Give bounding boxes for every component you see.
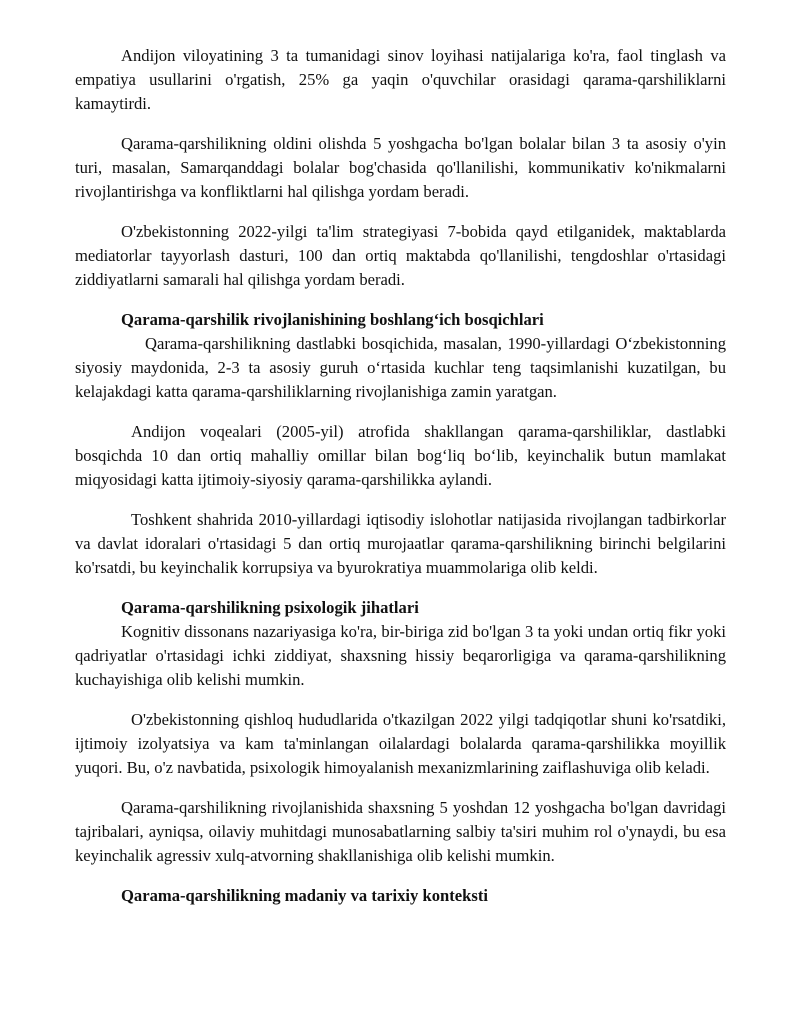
paragraph-tashkent-reforms: Toshkent shahrida 2010-yillardagi iqtisodiy islohotlar natijasida rivojlangan tadbirkorlar va davlat idoralari o'rtasidagi 5 dan ortiq murojaatlar qarama-qarshilikning birinchi belgilarini ko'rsatdi, bu keyinchalik korrupsiya va byurokratiya muammolariga olib keldi.: [75, 510, 726, 577]
paragraph-pilot-results: Andijon viloyatining 3 ta tumanidagi sinov loyihasi natijalariga ko'ra, faol tinglash va empatiya usullarini o'rgatish, 25% ga yaqin o'quvchilar orasidagi qarama-qarshiliklarni kamaytirdi.: [75, 46, 726, 113]
paragraph-1990s-politics: Qarama-qarshilikning dastlabki bosqichida, masalan, 1990-yillardagi O‘zbekistonning siyosiy maydonida, 2-3 ta asosiy guruh o‘rtasida kuchlar teng taqsimlanishi kuzatilgan, bu kelajakdagi katta qarama-qarshiliklarning rivojlanishiga zamin yaratgan.: [75, 334, 726, 401]
paragraph-prevention-games: Qarama-qarshilikning oldini olishda 5 yoshgacha bo'lgan bolalar bilan 3 ta asosiy o'yin turi, masalan, Samarqanddagi bolalar bog'chasida qo'llanilishi, kommunikativ ko'nikmalarni rivojlantirishga va konfliktlarni hal qilishga yordam beradi.: [75, 134, 726, 201]
paragraph-cognitive-dissonance: Kognitiv dissonans nazariyasiga ko'ra, bir-biriga zid bo'lgan 3 ta yoki undan ortiq fikr yoki qadriyatlar o'rtasidagi ichki ziddiyat, shaxsning hissiy beqarorligiga va qarama-qarshilikning kuchayishiga olib kelishi mumkin.: [75, 622, 726, 689]
paragraph-rural-research: O'zbekistonning qishloq hududlarida o'tkazilgan 2022 yilgi tadqiqotlar shuni ko'rsatdiki, ijtimoiy izolyatsiya va kam ta'minlangan oilalardagi bolalarda qarama-qarshilikka moyillik yuqori. Bu, o'z navbatida, psixologik himoyalanish mexanizmlarining zaiflashuviga olib keladi.: [75, 710, 726, 777]
paragraph-childhood-experience: Qarama-qarshilikning rivojlanishida shaxsning 5 yoshdan 12 yoshgacha bo'lgan davridagi tajribalari, ayniqsa, oilaviy muhitdagi munosabatlarning salbiy ta'siri muhim rol o'ynaydi, bu esa keyinchalik agressiv xulq-atvorning shakllanishiga olib kelishi mumkin.: [75, 798, 726, 865]
section-heading-cultural-historical: Qarama-qarshilikning madaniy va tarixiy konteksti: [121, 886, 488, 905]
document-page: [75, 44, 726, 908]
section-heading-psychological: Qarama-qarshilikning psixologik jihatlari: [121, 598, 419, 617]
section-heading-initial-stages: Qarama-qarshilik rivojlanishining boshlang‘ich bosqichlari: [121, 310, 544, 329]
paragraph-andijon-events: Andijon voqealari (2005-yil) atrofida shakllangan qarama-qarshiliklar, dastlabki bosqichda 10 dan ortiq mahalliy omillar bilan bog‘liq bo‘lib, keyinchalik butun mamlakat miqyosidagi katta ijtimoiy-siyosiy qarama-qarshilikka aylandi.: [75, 422, 726, 489]
paragraph-education-strategy: O'zbekistonning 2022-yilgi ta'lim strategiyasi 7-bobida qayd etilganidek, maktablarda mediatorlar tayyorlash dasturi, 100 dan ortiq maktabda qo'llanilishi, tengdoshlar o'rtasidagi ziddiyatlarni samarali hal qilishga yordam beradi.: [75, 222, 726, 289]
